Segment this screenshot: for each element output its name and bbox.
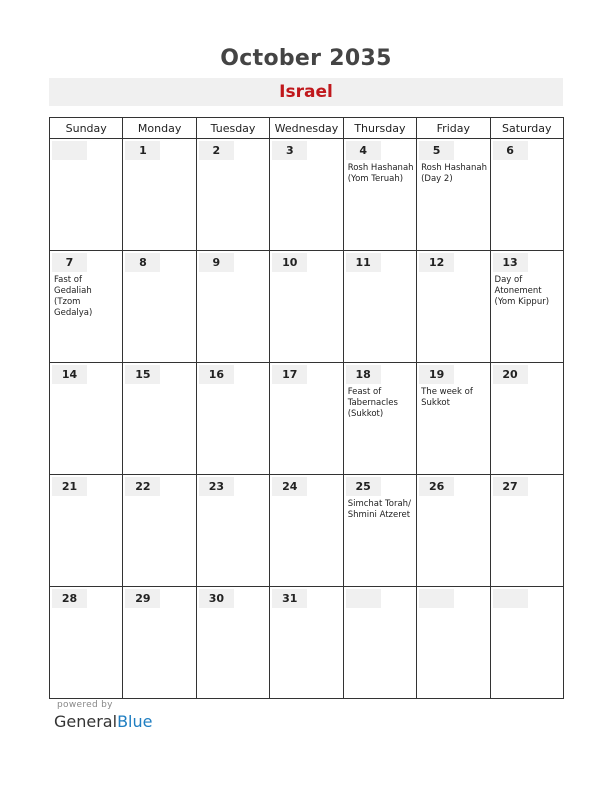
day-number: 5 — [419, 141, 454, 160]
day-number: 28 — [52, 589, 87, 608]
day-number — [346, 589, 381, 608]
weekday-friday: Friday — [417, 118, 490, 139]
day-cell — [490, 363, 563, 475]
day-cell — [123, 587, 196, 699]
day-number: 14 — [52, 365, 87, 384]
day-cell — [490, 475, 563, 587]
day-number: 4 — [346, 141, 381, 160]
day-number: 12 — [419, 253, 454, 272]
day-number: 23 — [199, 477, 234, 496]
day-cell — [50, 251, 123, 363]
day-cell — [417, 251, 490, 363]
day-number: 15 — [125, 365, 160, 384]
day-cell — [490, 139, 563, 251]
day-number: 11 — [346, 253, 381, 272]
day-number: 10 — [272, 253, 307, 272]
day-number: 7 — [52, 253, 87, 272]
weekday-sunday: Sunday — [50, 118, 123, 139]
day-number: 3 — [272, 141, 307, 160]
day-number: 29 — [125, 589, 160, 608]
day-cell — [196, 363, 269, 475]
day-cell — [196, 475, 269, 587]
holiday-label: Feast of Tabernacles (Sukkot) — [347, 387, 398, 419]
day-number: 2 — [199, 141, 234, 160]
day-number: 20 — [493, 365, 528, 384]
holiday-label: Rosh Hashanah (Yom Teruah) — [347, 163, 414, 184]
day-cell — [50, 363, 123, 475]
week-row — [50, 139, 564, 251]
day-number: 17 — [272, 365, 307, 384]
day-number: 1 — [125, 141, 160, 160]
brand-general: General — [54, 712, 118, 731]
day-number: 18 — [346, 365, 381, 384]
day-cell — [490, 587, 563, 699]
day-number: 22 — [125, 477, 160, 496]
day-number — [52, 141, 87, 160]
day-number: 25 — [346, 477, 381, 496]
day-cell — [343, 475, 416, 587]
holiday-label: Simchat Torah/ Shmini Atzeret — [347, 499, 411, 520]
day-number: 26 — [419, 477, 454, 496]
day-cell — [196, 139, 269, 251]
day-number: 19 — [419, 365, 454, 384]
day-cell — [417, 587, 490, 699]
day-cell — [50, 475, 123, 587]
holiday-label: The week of Sukkot — [421, 387, 473, 408]
weekday-thursday: Thursday — [343, 118, 416, 139]
day-cell — [417, 363, 490, 475]
weekday-monday: Monday — [123, 118, 196, 139]
day-cell — [50, 587, 123, 699]
day-cell — [123, 363, 196, 475]
weekday-tuesday: Tuesday — [196, 118, 269, 139]
day-cell — [343, 139, 416, 251]
day-number: 31 — [272, 589, 307, 608]
day-number: 13 — [493, 253, 528, 272]
day-cell — [123, 475, 196, 587]
day-cell — [270, 251, 343, 363]
calendar-title: October 2035 — [220, 46, 392, 71]
day-cell — [123, 251, 196, 363]
generalblue-logo[interactable] — [54, 712, 152, 731]
week-row — [50, 475, 564, 587]
calendar-grid — [49, 117, 564, 699]
week-row — [50, 363, 564, 475]
day-number: 21 — [52, 477, 87, 496]
day-cell — [270, 139, 343, 251]
week-row — [50, 251, 564, 363]
day-number — [419, 589, 454, 608]
day-cell — [343, 251, 416, 363]
brand-blue: Blue — [117, 712, 153, 731]
day-cell — [270, 475, 343, 587]
day-cell — [50, 139, 123, 251]
weekday-wednesday: Wednesday — [270, 118, 343, 139]
day-number: 8 — [125, 253, 160, 272]
country-label: Israel — [49, 78, 563, 106]
day-number: 24 — [272, 477, 307, 496]
day-cell — [270, 587, 343, 699]
weekday-saturday: Saturday — [490, 118, 563, 139]
day-number: 6 — [493, 141, 528, 160]
day-cell — [343, 363, 416, 475]
holiday-label: Day of Atonement (Yom Kippur) — [494, 275, 550, 307]
day-cell — [123, 139, 196, 251]
day-cell — [417, 475, 490, 587]
day-number — [493, 589, 528, 608]
day-cell — [196, 251, 269, 363]
day-cell — [343, 587, 416, 699]
holiday-label: Fast of Gedaliah (Tzom Gedalya) — [54, 275, 93, 318]
day-number: 30 — [199, 589, 234, 608]
weekday-header-row — [50, 118, 564, 139]
week-row — [50, 587, 564, 699]
powered-by-text: powered by — [57, 700, 113, 710]
day-cell — [417, 139, 490, 251]
day-number: 9 — [199, 253, 234, 272]
day-cell — [196, 587, 269, 699]
day-number: 16 — [199, 365, 234, 384]
day-number: 27 — [493, 477, 528, 496]
day-cell — [490, 251, 563, 363]
day-cell — [270, 363, 343, 475]
holiday-label: Rosh Hashanah (Day 2) — [421, 163, 487, 184]
